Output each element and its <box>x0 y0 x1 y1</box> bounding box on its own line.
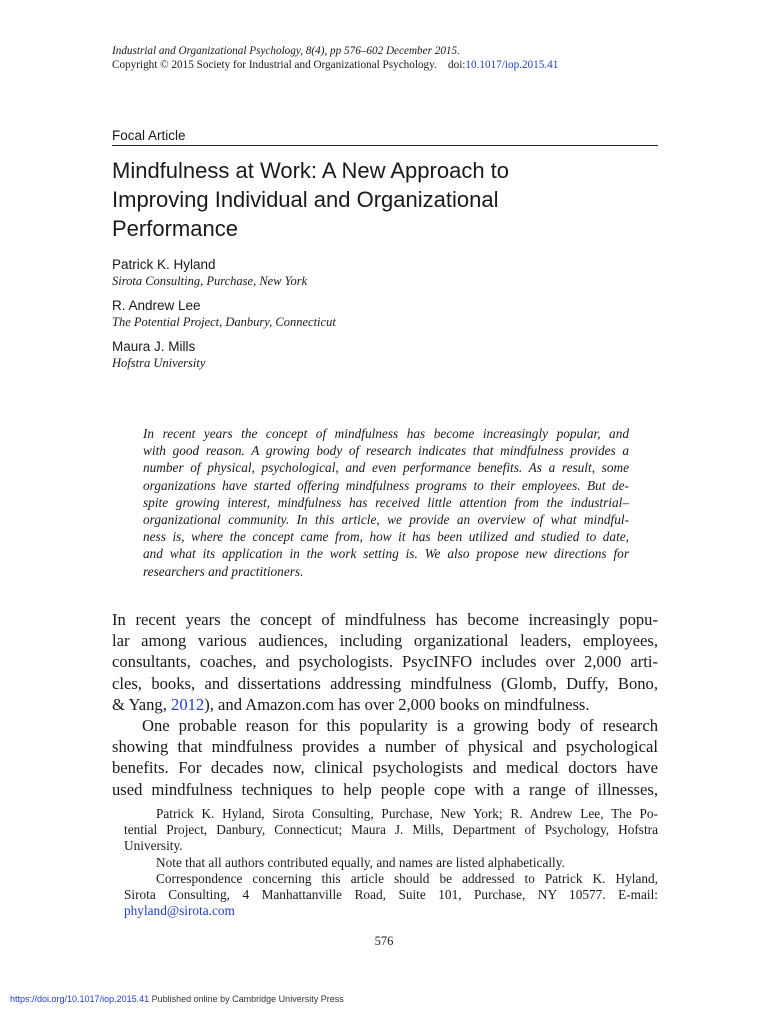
journal-citation: Industrial and Organizational Psychology, 8(4), pp 576–602 December 2015. <box>112 45 460 57</box>
footer-text: Published online by Cambridge University Press <box>149 994 344 1004</box>
body-line <box>112 694 658 715</box>
body-line: consultants, coaches, and psychologists. PsycINFO includes over 2,000 arti- <box>112 652 658 672</box>
footnote-line: Sirota Consulting, 4 Manhattanville Road, Suite 101, Purchase, NY 10577. E-mail: <box>124 887 658 903</box>
body-text <box>112 609 658 800</box>
citation-link[interactable]: 2012 <box>171 694 205 714</box>
body-line: One probable reason for this popularity is a growing body of research <box>142 716 658 736</box>
body-line: used mindfulness techniques to help people cope with a range of illnesses, <box>112 779 658 799</box>
body-line: In recent years the concept of mindfulness has become increasingly popu- <box>112 610 658 629</box>
body-line: showing that mindfulness provides a number of physical and psychological <box>112 737 658 757</box>
body-line: benefits. For decades now, clinical psychologists and medical doctors have <box>112 758 658 778</box>
footer-doi-link[interactable]: https://doi.org/10.1017/iop.2015.41 <box>10 994 150 1004</box>
author-affiliation: The Potential Project, Danbury, Connecticut <box>112 315 336 329</box>
page-number: 576 <box>374 934 394 948</box>
author-block <box>112 298 336 330</box>
journal-header <box>112 44 672 72</box>
journal-copyright-line <box>112 58 672 72</box>
page-footer <box>10 994 344 1004</box>
footnote-line: University. <box>124 838 183 854</box>
author-affiliation: Sirota Consulting, Purchase, New York <box>112 274 308 288</box>
abstract-line: number of physical, psychological, and even performance benefits. As a result, some <box>143 460 629 476</box>
abstract-line: ness is, where the concept came from, how it has been utilized and studied to date, <box>143 529 629 545</box>
footnote-line <box>124 903 658 919</box>
author-name: Maura J. Mills <box>112 339 196 354</box>
abstract-line: In recent years the concept of mindfulness has become increasingly popular, and <box>143 426 629 441</box>
footnote-line: Patrick K. Hyland, Sirota Consulting, Purchase, New York; R. Andrew Lee, The Po- <box>156 806 658 821</box>
abstract-line: organizations have started offering mindfulness programs to their employees. But de- <box>143 477 629 493</box>
body-text-fragment: & Yang, <box>112 694 172 714</box>
footnote-line: Correspondence concerning this article should be addressed to Patrick K. Hyland, <box>156 870 658 886</box>
abstract-line: with good reason. A growing body of research indicates that mindfulness provides a <box>143 443 629 459</box>
body-line: lar among various audiences, including organizational leaders, employees, <box>112 631 658 651</box>
abstract-line: researchers and practitioners. <box>143 563 304 579</box>
author-affiliation: Hofstra University <box>112 356 206 370</box>
copyright-text: Copyright © 2015 Society for Industrial and Organizational Psychology. <box>112 59 437 71</box>
footnote <box>124 806 658 919</box>
title-line: Improving Individual and Organizational <box>112 187 499 212</box>
abstract-line: and what its application in the work setting is. We also propose new directions for <box>143 546 629 562</box>
body-text-fragment: ), and Amazon.com has over 2,000 books on mindfulness. <box>204 694 590 714</box>
abstract <box>143 425 629 580</box>
author-name: Patrick K. Hyland <box>112 257 216 272</box>
footnote-line: tential Project, Danbury, Connecticut; Maura J. Mills, Department of Psychology, Hofstra <box>124 822 658 838</box>
doi-link[interactable]: 10.1017/iop.2015.41 <box>465 59 559 71</box>
body-line: cles, books, and dissertations addressing mindfulness (Glomb, Duffy, Bono, <box>112 673 658 693</box>
abstract-line: spite growing interest, mindfulness has received little attention from the industrial– <box>143 494 629 510</box>
footnote-note: Note that all authors contributed equally, and names are listed alphabetically. <box>156 854 565 870</box>
article-title <box>112 156 658 243</box>
title-line: Mindfulness at Work: A New Approach to <box>112 158 510 183</box>
email-link[interactable]: phyland@sirota.com <box>124 903 235 919</box>
author-block <box>112 339 205 371</box>
author-name: R. Andrew Lee <box>112 298 201 313</box>
doi-label: doi: <box>448 59 466 71</box>
section-label: Focal Article <box>112 128 186 143</box>
header-rule <box>112 145 658 146</box>
title-line: Performance <box>112 216 238 241</box>
abstract-line: organizational community. In this article, we provide an overview of what mindful- <box>143 512 629 528</box>
author-block <box>112 257 307 289</box>
